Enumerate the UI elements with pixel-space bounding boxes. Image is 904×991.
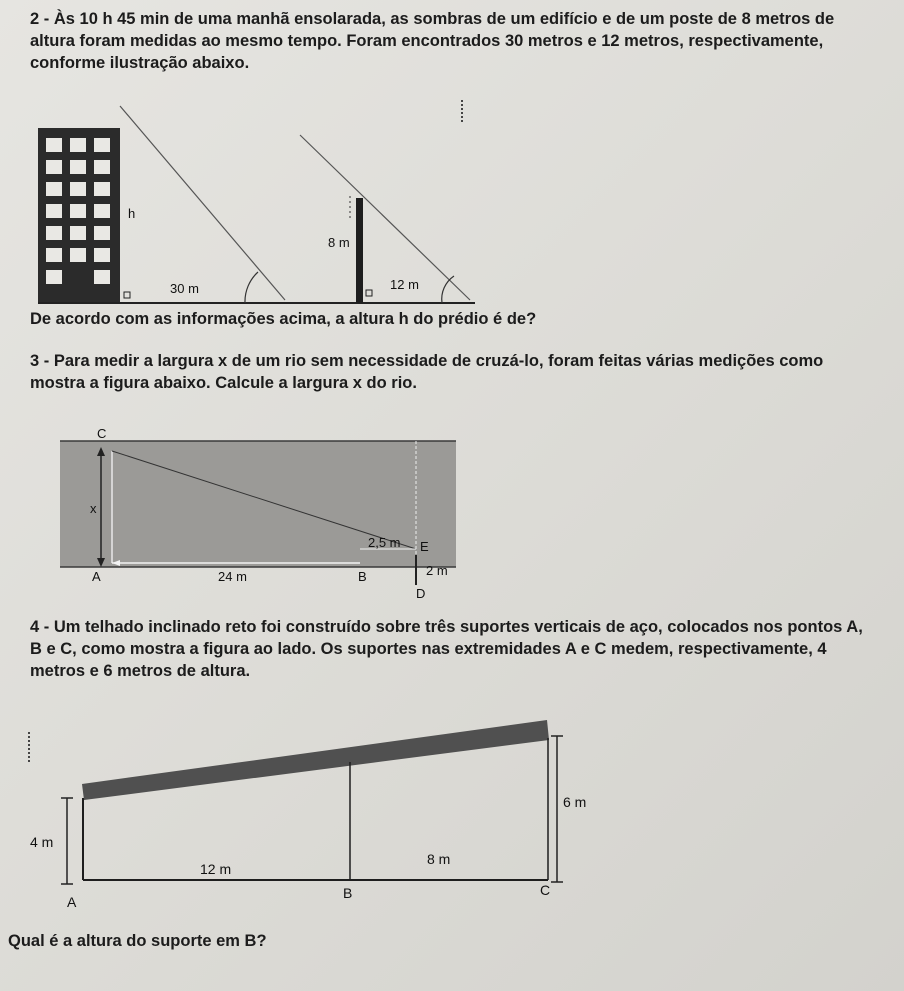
label-b: B	[358, 569, 367, 584]
label-d: D	[416, 586, 426, 601]
label-ab: 12 m	[200, 861, 232, 877]
q2-figure	[30, 100, 510, 310]
q4-question: Qual é a altura do suporte em B?	[8, 932, 267, 950]
label-x: x	[90, 501, 97, 516]
q3-figure	[60, 425, 470, 605]
label-c: C	[97, 426, 107, 441]
q4-figure	[25, 712, 610, 912]
label-c: C	[540, 882, 551, 898]
label-6m: 6 m	[563, 794, 587, 810]
label-building-shadow: 30 m	[170, 281, 199, 296]
q4-text: 4 - Um telhado inclinado reto foi construído sobre três suportes verticais de aço, colocados nos pontos A, B e C, como mostra a figura ao lado. Os suportes nas extremidades A e C medem, respectivamente, 4 metros e 6 metros de altura.	[30, 618, 863, 680]
roof	[82, 720, 549, 800]
label-pole-height: 8 m	[328, 235, 350, 250]
q3-text: 3 - Para medir a largura x de um rio sem necessidade de cruzá-lo, foram feitas várias medições como mostra a figura abaixo. Calcule a largura x do rio.	[30, 352, 824, 392]
label-bc: 8 m	[427, 851, 451, 867]
label-h: h	[128, 206, 136, 221]
building-shadow-ray	[120, 106, 285, 300]
label-ab: 24 m	[218, 569, 247, 584]
angle-arc-building	[245, 272, 258, 303]
pole	[356, 198, 363, 303]
label-a: A	[92, 569, 101, 584]
q2-text: 2 - Às 10 h 45 min de uma manhã ensolarada, as sombras de um edifício e de um poste de 8 metros de altura foram medidas ao mesmo tempo. Foram encontrados 30 metros e 12 metros, respectivamente, conforme ilustração abaixo.	[30, 10, 835, 72]
label-4m: 4 m	[30, 834, 54, 850]
pole-shadow-ray	[300, 135, 470, 300]
q2-question: De acordo com as informações acima, a altura h do prédio é de?	[30, 310, 537, 328]
label-e: E	[420, 539, 429, 554]
label-ed: 2 m	[426, 563, 448, 578]
angle-arc-pole	[442, 276, 454, 303]
label-a: A	[67, 894, 77, 910]
label-be: 2,5 m	[368, 535, 401, 550]
label-pole-shadow: 12 m	[390, 277, 419, 292]
label-b: B	[343, 885, 353, 901]
